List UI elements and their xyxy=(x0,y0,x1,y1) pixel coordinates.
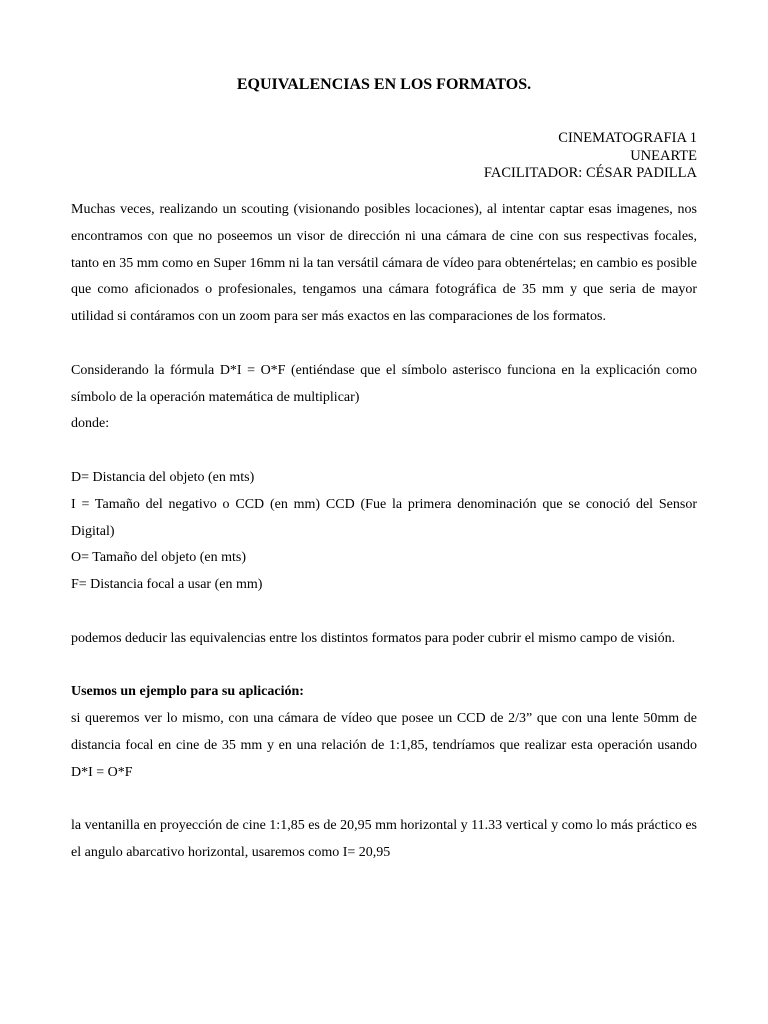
document-header xyxy=(71,130,697,183)
definition-i: I = Tamaño del negativo o CCD (en mm) CCD (Fue la primera denominación que se conoció del Sensor Digital) xyxy=(71,496,697,539)
ventanilla-paragraph: la ventanilla en proyección de cine 1:1,85 es de 20,95 mm horizontal y 11.33 vertical y como lo más práctico es el angulo abarcativo horizontal, usaremos como I= 20,95 xyxy=(71,818,697,861)
document-body xyxy=(71,197,697,867)
institution-name: UNEARTE xyxy=(630,147,697,164)
example-heading: Usemos un ejemplo para su aplicación: xyxy=(71,684,304,700)
document-title: EQUIVALENCIAS EN LOS FORMATOS. xyxy=(236,76,532,93)
intro-paragraph: Muchas veces, realizando un scouting (visionando posibles locaciones), al intentar captar esas imagenes, nos encontramos con que no poseemos un visor de dirección ni una cámara de cine con sus respectivas focales, tanto en 35 mm como en Super 16mm ni la tan versátil cámara de vídeo para obtenértelas; en cambio es posible que como aficionados o profesionales, tengamos una cámara fotográfica de 35 mm y que seria de mayor utilidad si contáramos con un zoom para ser más exactos en las comparaciones de los formatos. xyxy=(71,202,697,325)
deduce-paragraph: podemos deducir las equivalencias entre los distintos formatos para poder cubrir el mismo campo de visión. xyxy=(71,630,676,646)
paragraph-spacer xyxy=(71,787,697,814)
example-paragraph: si queremos ver lo mismo, con una cámara de vídeo que posee un CCD de 2/3” que con una lente 50mm de distancia focal en cine de 35 mm y en una relación de 1:1,85, tendríamos que realizar esta operación usando D*I = O*F xyxy=(71,711,697,780)
paragraph-spacer xyxy=(71,331,697,358)
donde-line: donde: xyxy=(71,416,110,432)
facilitator-name: FACILITADOR: CÉSAR PADILLA xyxy=(483,165,697,181)
paragraph-spacer xyxy=(71,438,697,465)
definition-o: O= Tamaño del objeto (en mts) xyxy=(71,550,247,566)
paragraph-spacer xyxy=(71,653,697,680)
definition-d: D= Distancia del objeto (en mts) xyxy=(71,469,255,485)
definition-f: F= Distancia focal a usar (en mm) xyxy=(71,577,263,593)
course-name: CINEMATOGRAFIA 1 xyxy=(558,130,697,146)
formula-paragraph: Considerando la fórmula D*I = O*F (entiéndase que el símbolo asterisco funciona en la explicación como símbolo de la operación matemática de multiplicar) xyxy=(71,362,697,405)
paragraph-spacer xyxy=(71,599,697,626)
